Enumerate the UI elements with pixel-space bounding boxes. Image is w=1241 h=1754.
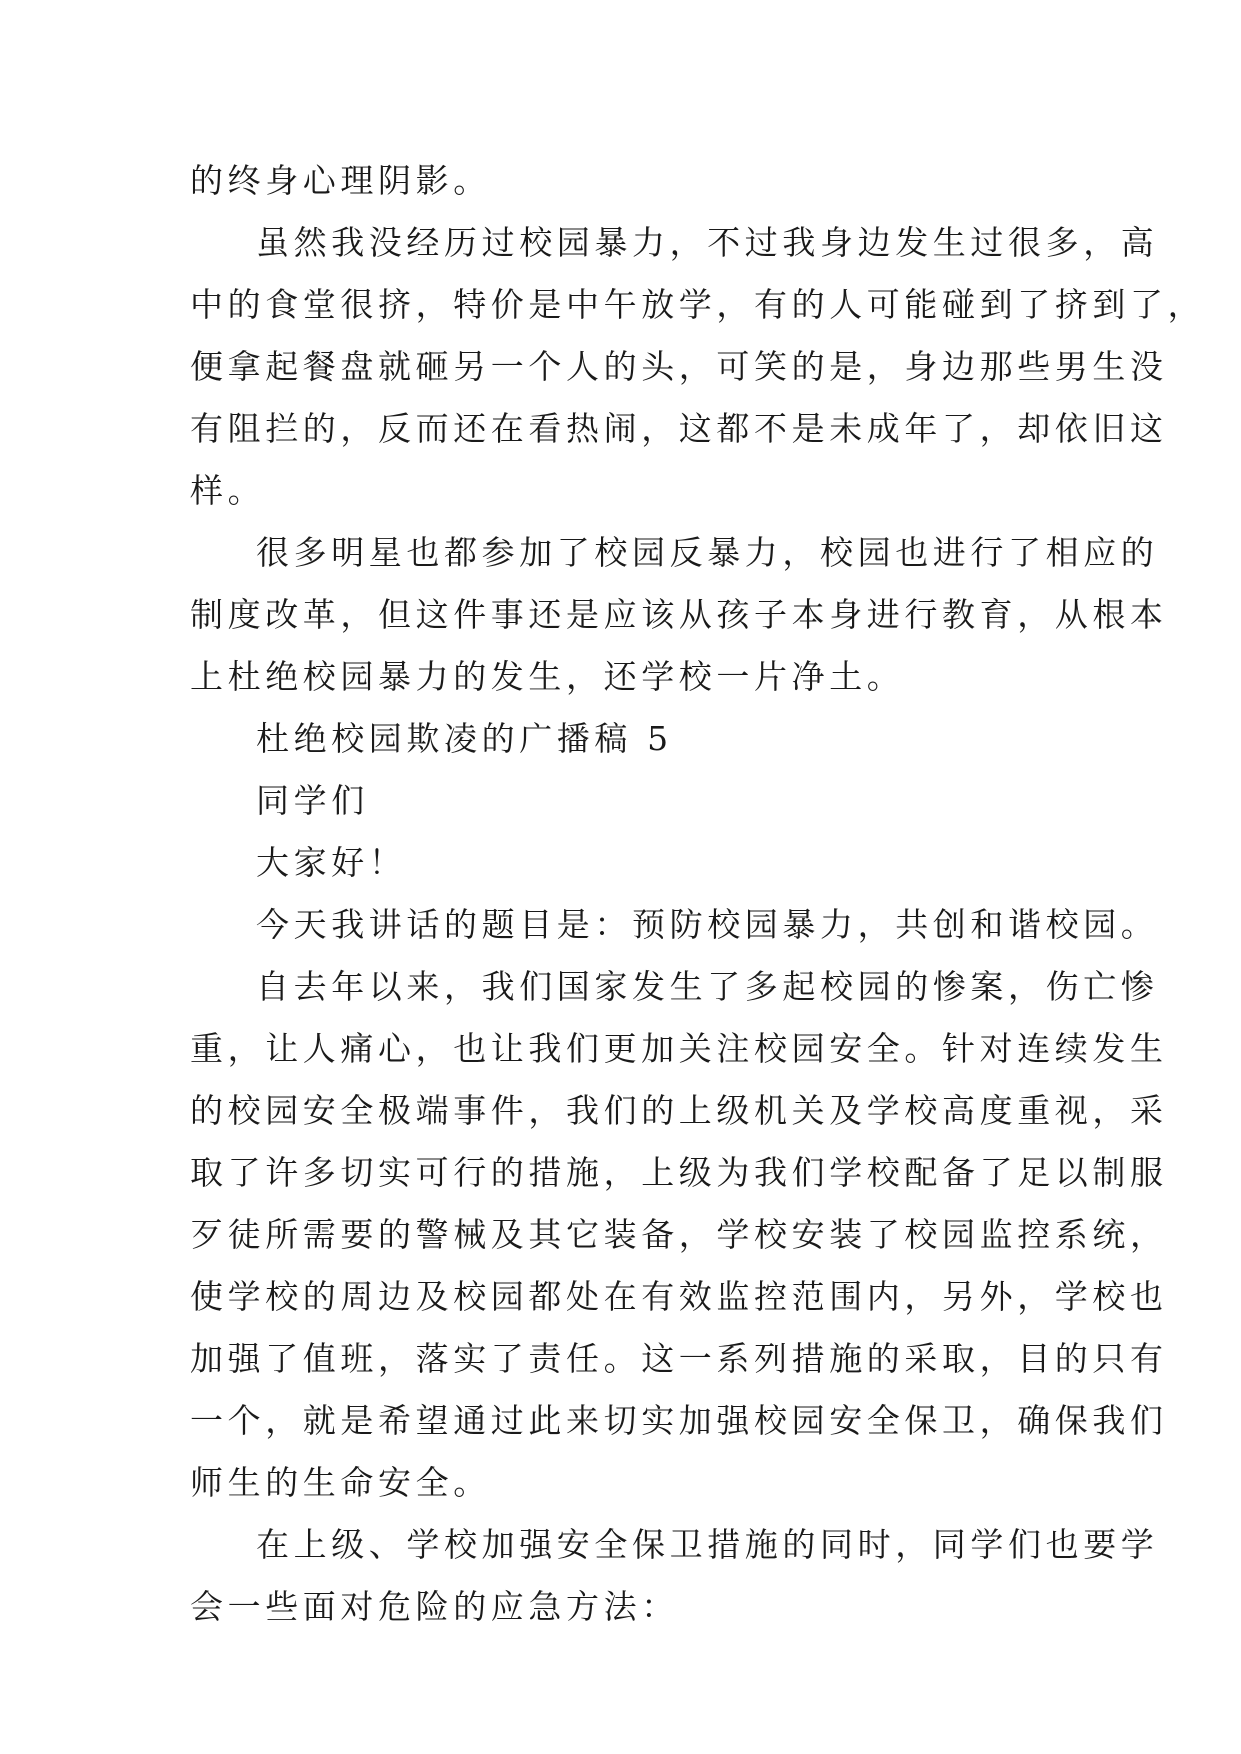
text-line: 上杜绝校园暴力的发生，还学校一片净土。: [190, 657, 905, 696]
text-line: 会一些面对危险的应急方法：: [190, 1587, 679, 1626]
paragraph-start: 自去年以来，我们国家发生了多起校园的惨案，伤亡惨: [256, 967, 1159, 1006]
text-line: 使学校的周边及校园都处在有效监控范围内，另外，学校也: [190, 1277, 1168, 1316]
section-heading: 杜绝校园欺凌的广播稿 5: [256, 719, 673, 758]
paragraph-start: 今天我讲话的题目是：预防校园暴力，共创和谐校园。: [256, 905, 1159, 944]
text-line: 中的食堂很挤，特价是中午放学，有的人可能碰到了挤到了，: [190, 285, 1206, 324]
text-line: 的校园安全极端事件，我们的上级机关及学校高度重视，采: [190, 1091, 1168, 1130]
text-line: 制度改革，但这件事还是应该从孩子本身进行教育，从根本: [190, 595, 1168, 634]
text-line: 师生的生命安全。: [190, 1463, 491, 1502]
text-line: 样。: [190, 471, 266, 510]
greeting: 大家好！: [256, 843, 407, 882]
text-line: 便拿起餐盘就砸另一个人的头，可笑的是，身边那些男生没: [190, 347, 1168, 386]
text-line: 重，让人痛心，也让我们更加关注校园安全。针对连续发生: [190, 1029, 1168, 1068]
text-line: 的终身心理阴影。: [190, 161, 491, 200]
salutation: 同学们: [256, 781, 369, 820]
paragraph-start: 虽然我没经历过校园暴力，不过我身边发生过很多，高: [256, 223, 1159, 262]
text-line: 一个，就是希望通过此来切实加强校园安全保卫，确保我们: [190, 1401, 1168, 1440]
paragraph-start: 很多明星也都参加了校园反暴力，校园也进行了相应的: [256, 533, 1159, 572]
paragraph-start: 在上级、学校加强安全保卫措施的同时，同学们也要学: [256, 1525, 1159, 1564]
text-line: 加强了值班，落实了责任。这一系列措施的采取，目的只有: [190, 1339, 1168, 1378]
text-line: 取了许多切实可行的措施，上级为我们学校配备了足以制服: [190, 1153, 1168, 1192]
text-line: 有阻拦的，反而还在看热闹，这都不是未成年了，却依旧这: [190, 409, 1168, 448]
text-line: 歹徒所需要的警械及其它装备，学校安装了校园监控系统，: [190, 1215, 1168, 1254]
